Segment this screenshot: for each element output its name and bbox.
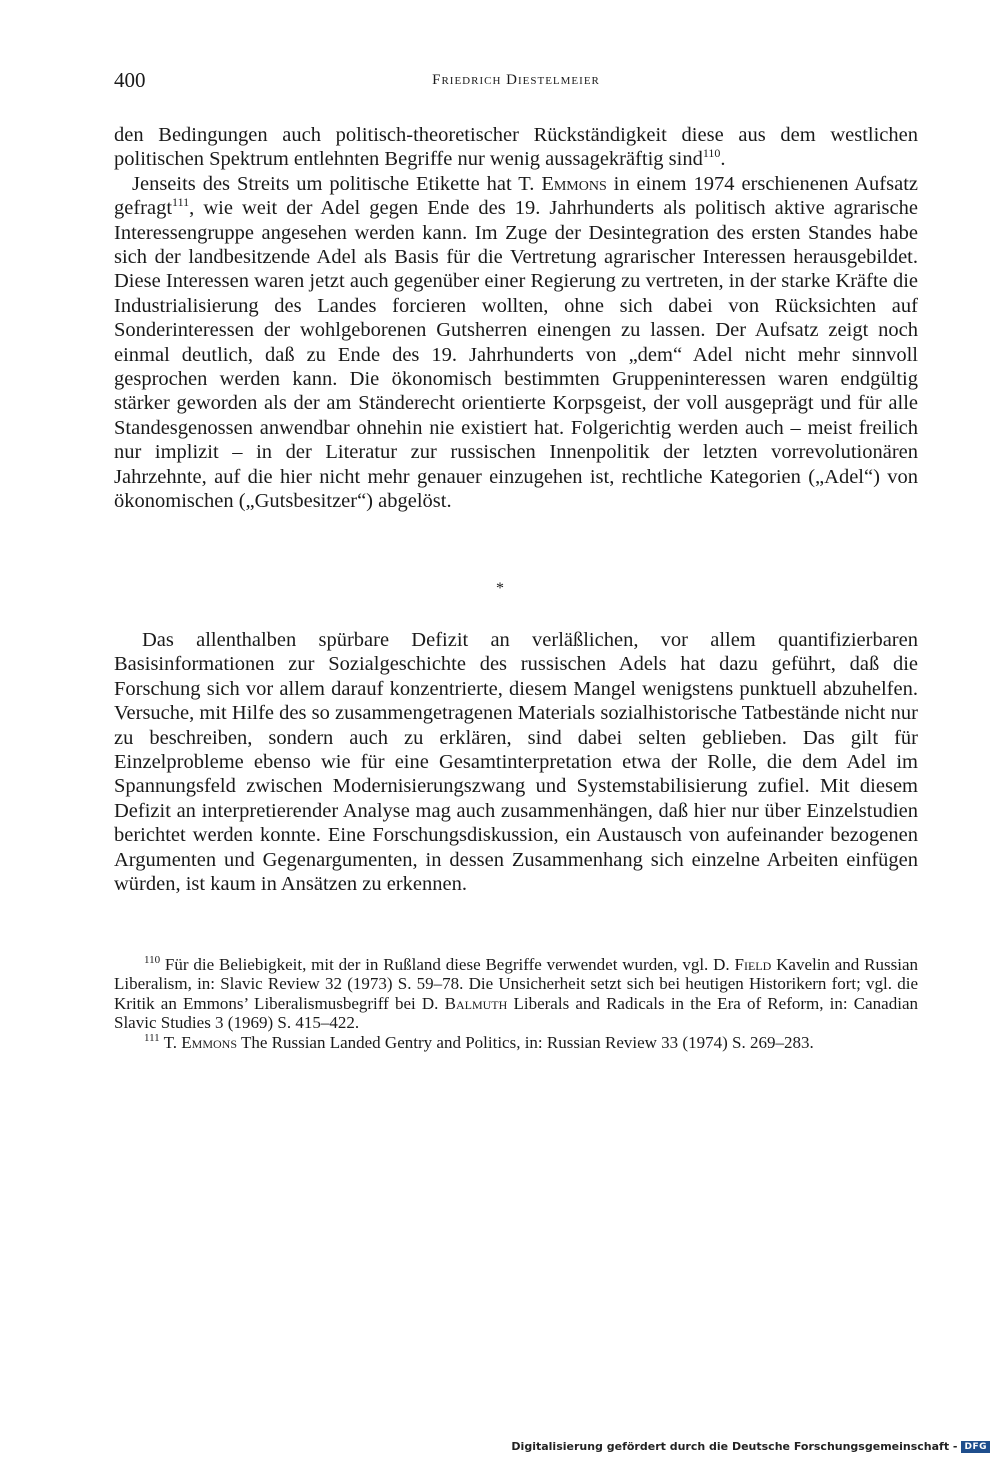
paragraph-text: den Bedingungen auch politisch-theoretischer Rückständigkeit diese aus dem westlichen politischen Spektrum entlehnten Begriffe nur wenig aussagekräftig sind	[114, 124, 918, 171]
footer-text: Digitalisierung gefördert durch die Deutsche Forschungsgemeinschaft -	[511, 1440, 958, 1453]
paragraph-text: , wie weit der Adel gegen Ende des 19. Jahrhunderts als politisch aktive agrarische Interessengruppe angesehen werden kann. Im Zuge der Desintegration des ersten Standes habe sich der landbesitzende Adel als Basis für die Vertretung agrarischer Interessen herausgebildet. Diese Interessen waren jetzt auch gegenüber einer Regierung zu vertreten, in der starke Kräfte die Industrialisierung des Landes forcieren wollten, ohne sich dabei von Rücksichten auf Sonderinteressen der wohlgeborenen Gutsherren einengen zu lassen. Der Aufsatz zeigt noch einmal deutlich, daß zu Ende des 19. Jahrhunderts von „dem“ Adel nicht mehr sinnvoll gesprochen werden kann. Die ökonomisch bestimmten Gruppeninteressen waren endgültig stärker geworden als der am Ständerecht orientierte Korpsgeist, der voll ausgeprägt und für alle Standesgenossen anwendbar ohnehin nie existiert hat. Folgerichtig werden auch – meist freilich nur implizit – in der Literatur zur russischen Innenpolitik der letzten vorrevolutionären Jahrzehnte, auf die hier nicht mehr genauer einzugehen ist, rechtliche Kategorien („Adel“) von ökonomischen („Gutsbesitzer“) abgelöst.	[114, 197, 918, 513]
page-number: 400	[114, 68, 146, 92]
footnote-ref: 111	[172, 195, 190, 210]
footnotes	[114, 955, 918, 1052]
footnote-number: 110	[144, 954, 161, 967]
digitization-footer	[511, 1440, 990, 1453]
paragraph: Das allenthalben spürbare Defizit an verläßlichen, vor allem quantifizierbaren Basisinformationen zur Sozialgeschichte des russischen Adels hat dazu geführt, daß die Forschung sich vor allem darauf konzentrierte, diesem Mangel wenigstens punktuell abzuhelfen. Versuche, mit Hilfe des so zusammengetragenen Materials sozialhistorische Tatbestände nicht nur zu beschreiben, sondern auch zu erklären, sind dabei selten geblieben. Das gilt für Einzelprobleme ebenso wie für eine Gesamtinterpretation etwa der Rolle, die dem Adel im Spannungsfeld zwischen Modernisierungszwang und Systemstabilisierung zufiel. Mit diesem Defizit an interpretierender Analyse mag auch zusammenhängen, daß hier nur über Einzelstudien berichtet werden konnte. Eine Forschungsdiskussion, ein Austausch von aufeinander bezogenen Argumenten und Gegenargumenten, in dessen Zusammenhang sich einzelne Arbeiten einfügen würden, ist kaum in Ansätzen zu erkennen.	[114, 629, 918, 896]
footnote-text: The Russian Landed Gentry and Politics, in: Russian Review 33 (1974) S. 269–283.	[237, 1032, 814, 1052]
paragraph	[114, 123, 918, 172]
paragraph-text: .	[720, 148, 726, 171]
running-head: Friedrich Diestelmeier	[432, 72, 600, 88]
footnote-text: Liberals and Radicals in the Era of Reform, in: Canadian Slavic Studies 3 (1969) S. 415–422.	[114, 993, 919, 1033]
footnote-text: Kavelin and Russian Liberalism, in: Slavic Review 32 (1973) S. 59–78. Die Unsicherheit setzt sich bei heutigen Historikern fort; vgl. die Kritik an Emmons’ Liberalismusbegriff bei D.	[114, 955, 918, 1013]
author-name: Emmons	[181, 1032, 237, 1052]
section-2-text	[114, 628, 918, 896]
footnote-text: T.	[159, 1032, 182, 1052]
footnote-number: 111	[144, 1031, 160, 1044]
paragraph-text: in einem 1974 erschienenen Aufsatz gefragt	[114, 172, 918, 220]
author-name: Emmons	[541, 172, 607, 195]
section-1-text	[114, 123, 918, 514]
paragraph-text: Jenseits des Streits um politische Etikette hat T.	[132, 172, 542, 195]
footnote-text: Für die Beliebigkeit, mit der in Rußland diese Begriffe verwendet wurden, vgl. D.	[160, 955, 735, 974]
page-header	[114, 68, 918, 98]
author-name: Balmuth	[444, 993, 508, 1013]
dfg-logo-icon: DFG	[961, 1441, 990, 1453]
section-separator: *	[496, 580, 504, 597]
footnote-111	[114, 1033, 918, 1052]
footnote-ref: 110	[702, 146, 721, 161]
paragraph	[114, 172, 918, 514]
author-name: Field	[734, 955, 772, 974]
footnote-110	[114, 955, 918, 1033]
